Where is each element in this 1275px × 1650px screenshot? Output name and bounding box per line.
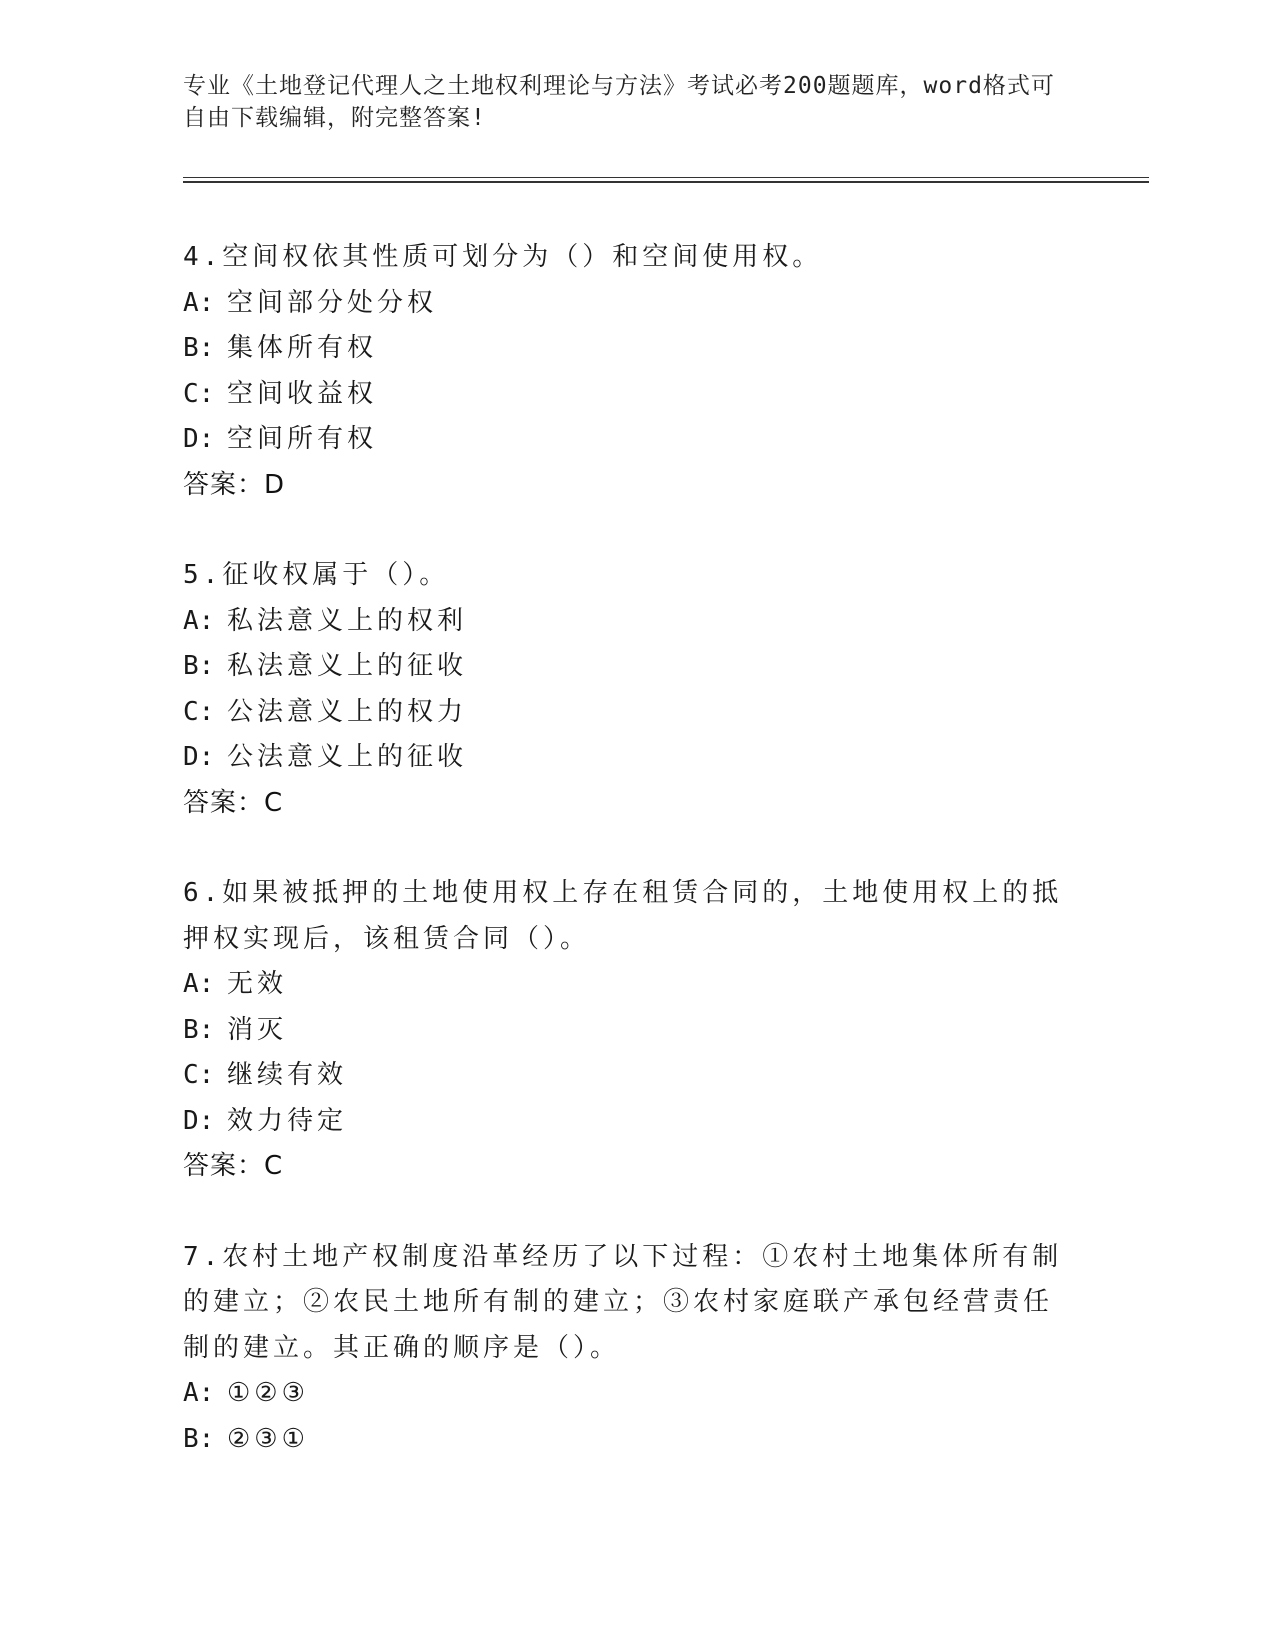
question-text: 4.空间权依其性质可划分为（）和空间使用权。: [183, 242, 823, 272]
option-key: C:: [183, 1060, 215, 1090]
option-b: [183, 326, 1063, 372]
option-key: A:: [183, 287, 215, 318]
answer-line: 答案：D: [183, 469, 286, 500]
question-text: 5.征收权属于（）。: [183, 560, 450, 590]
option-c: [183, 690, 1063, 736]
option-key: A:: [183, 605, 215, 636]
option-key: B:: [183, 333, 215, 363]
option-b: [183, 1417, 1063, 1463]
answer-line: 答案：C: [183, 787, 284, 818]
question-item: [183, 871, 1063, 1190]
option-a: [183, 1371, 1063, 1417]
option-key: A:: [183, 969, 215, 999]
answer-line: 答案：C: [183, 1151, 284, 1181]
option-key: A:: [183, 1378, 215, 1408]
option-text: 消灭: [227, 1014, 288, 1045]
option-text: 继续有效: [227, 1060, 348, 1090]
question-text: 7.农村土地产权制度沿革经历了以下过程：①农村土地集体所有制的建立；②农民土地所有制的建立；③农村家庭联产承包经营责任制的建立。其正确的顺序是（）。: [183, 1241, 1063, 1363]
question-item: [183, 1235, 1063, 1463]
option-key: C:: [183, 696, 215, 727]
option-a: [183, 281, 1063, 327]
option-text: 集体所有权: [227, 333, 378, 363]
option-text: 空间部分处分权: [227, 287, 438, 318]
option-text: ①②③: [227, 1378, 309, 1408]
option-text: 效力待定: [227, 1105, 348, 1136]
option-c: [183, 1053, 1063, 1099]
question-text: 6.如果被抵押的土地使用权上存在租赁合同的，土地使用权上的抵押权实现后，该租赁合同（）。: [183, 878, 1063, 954]
option-key: B:: [183, 1423, 215, 1454]
question-list: [183, 235, 1063, 1507]
option-key: C:: [183, 378, 215, 409]
option-text: 无效: [227, 969, 288, 999]
option-text: 公法意义上的权力: [227, 696, 468, 727]
option-text: 公法意义上的征收: [227, 742, 468, 772]
option-text: 空间收益权: [227, 378, 378, 409]
option-a: [183, 962, 1063, 1008]
question-item: [183, 235, 1063, 508]
header-rule: [183, 177, 1149, 178]
option-text: 空间所有权: [227, 424, 378, 454]
header-rule: [183, 181, 1149, 183]
option-key: D:: [183, 1105, 215, 1136]
option-b: [183, 644, 1063, 690]
option-b: [183, 1008, 1063, 1054]
document-header: 专业《土地登记代理人之土地权利理论与方法》考试必考200题题库，word格式可自由下载编辑，附完整答案!: [183, 73, 1055, 131]
option-text: 私法意义上的权利: [227, 605, 468, 636]
question-item: [183, 553, 1063, 826]
option-d: [183, 1099, 1063, 1145]
option-key: B:: [183, 651, 215, 681]
option-text: 私法意义上的征收: [227, 651, 468, 681]
option-key: D:: [183, 742, 215, 772]
option-d: [183, 417, 1063, 463]
option-d: [183, 735, 1063, 781]
option-c: [183, 372, 1063, 418]
option-a: [183, 599, 1063, 645]
option-key: B:: [183, 1014, 215, 1045]
option-text: ②③①: [227, 1423, 309, 1454]
option-key: D:: [183, 424, 215, 454]
